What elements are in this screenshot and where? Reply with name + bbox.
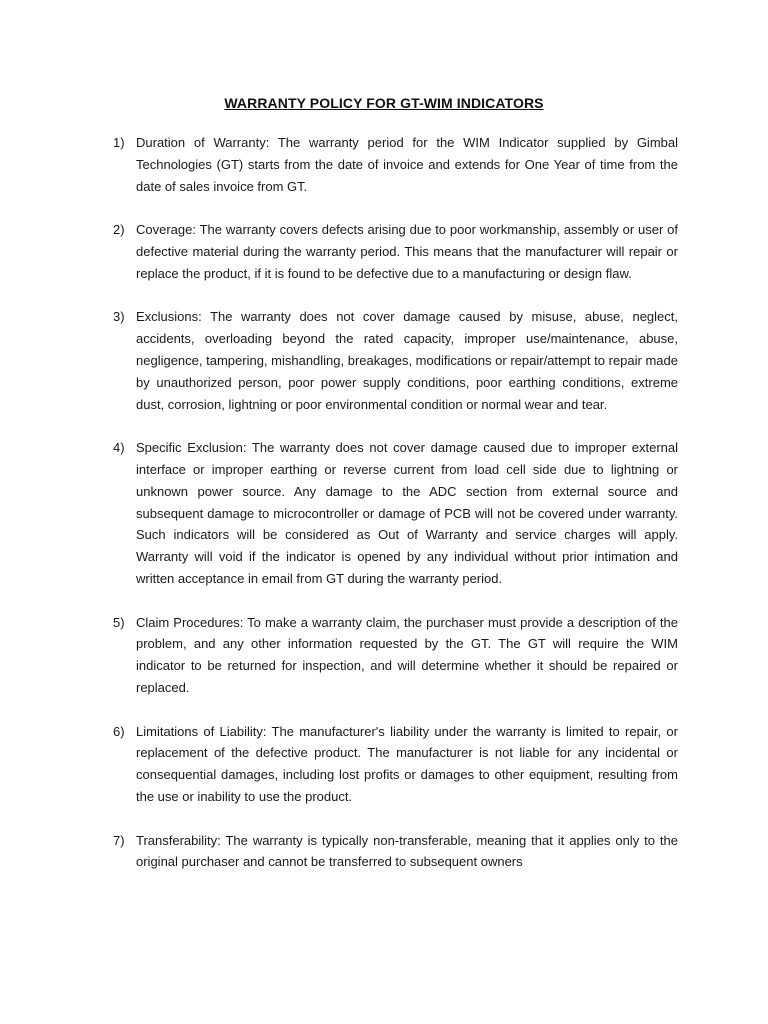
policy-list [113,132,678,895]
item-text: Claim Procedures: To make a warranty claim, the purchaser must provide a description of the problem, and any other information requested by the GT. The GT will require the WIM indicator to be returned for inspection, and will determine whether it should be repaired or replaced. [136,614,678,695]
policy-item-duration [113,132,678,197]
item-text: Limitations of Liability: The manufacturer's liability under the warranty is limited to repair, or replacement of the defective product. The manufacturer is not liable for any incidental or consequential damages, including lost profits or damages to other equipment, resulting from the use or inability to use the product. [136,723,678,804]
item-number: 3) [113,309,125,325]
item-text: Specific Exclusion: The warranty does not cover damage caused due to improper external interface or improper earthing or reverse current from load cell side due to lightning or unknown power source. Any damage to the ADC section from external source and subsequent damage to microcontroller or damage of PCB will not be covered under warranty. Such indicators will be considered as Out of Warranty and service charges will apply. Warranty will void if the indicator is opened by any individual without prior intimation and written acceptance in email from GT during the warranty period. [136,440,678,586]
policy-item-transferability [113,830,678,874]
policy-item-coverage [113,219,678,284]
policy-item-exclusions [113,306,678,415]
policy-item-liability [113,721,678,808]
item-text: Duration of Warranty: The warranty period for the WIM Indicator supplied by Gimbal Technologies (GT) starts from the date of invoice and extends for One Year of time from the date of sales invoice from GT. [136,135,678,194]
item-text: Coverage: The warranty covers defects arising due to poor workmanship, assembly or user of defective material during the warranty period. This means that the manufacturer will repair or replace the product, if it is found to be defective due to a manufacturing or design flaw. [136,222,678,281]
item-number: 1) [113,135,125,150]
item-number: 6) [113,723,125,739]
policy-item-claim-procedures [113,612,678,699]
item-number: 5) [113,614,125,630]
item-text: Exclusions: The warranty does not cover damage caused by misuse, abuse, neglect, accidents, overloading beyond the rated capacity, improper use/maintenance, abuse, negligence, tampering, mishandling, breakages, modifications or repair/attempt to repair made by unauthorized person, poor power supply conditions, poor earthing conditions, extreme dust, corrosion, lightning or poor environmental condition or normal wear and tear. [136,309,678,412]
item-text: Transferability: The warranty is typically non-transferable, meaning that it applies only to the original purchaser and cannot be transferred to subsequent owners [136,832,678,870]
policy-item-specific-exclusion [113,437,678,590]
item-number: 7) [113,832,125,848]
item-number: 2) [113,222,125,238]
item-number: 4) [113,440,125,456]
page-title: WARRANTY POLICY FOR GT-WIM INDICATORS [224,95,544,111]
